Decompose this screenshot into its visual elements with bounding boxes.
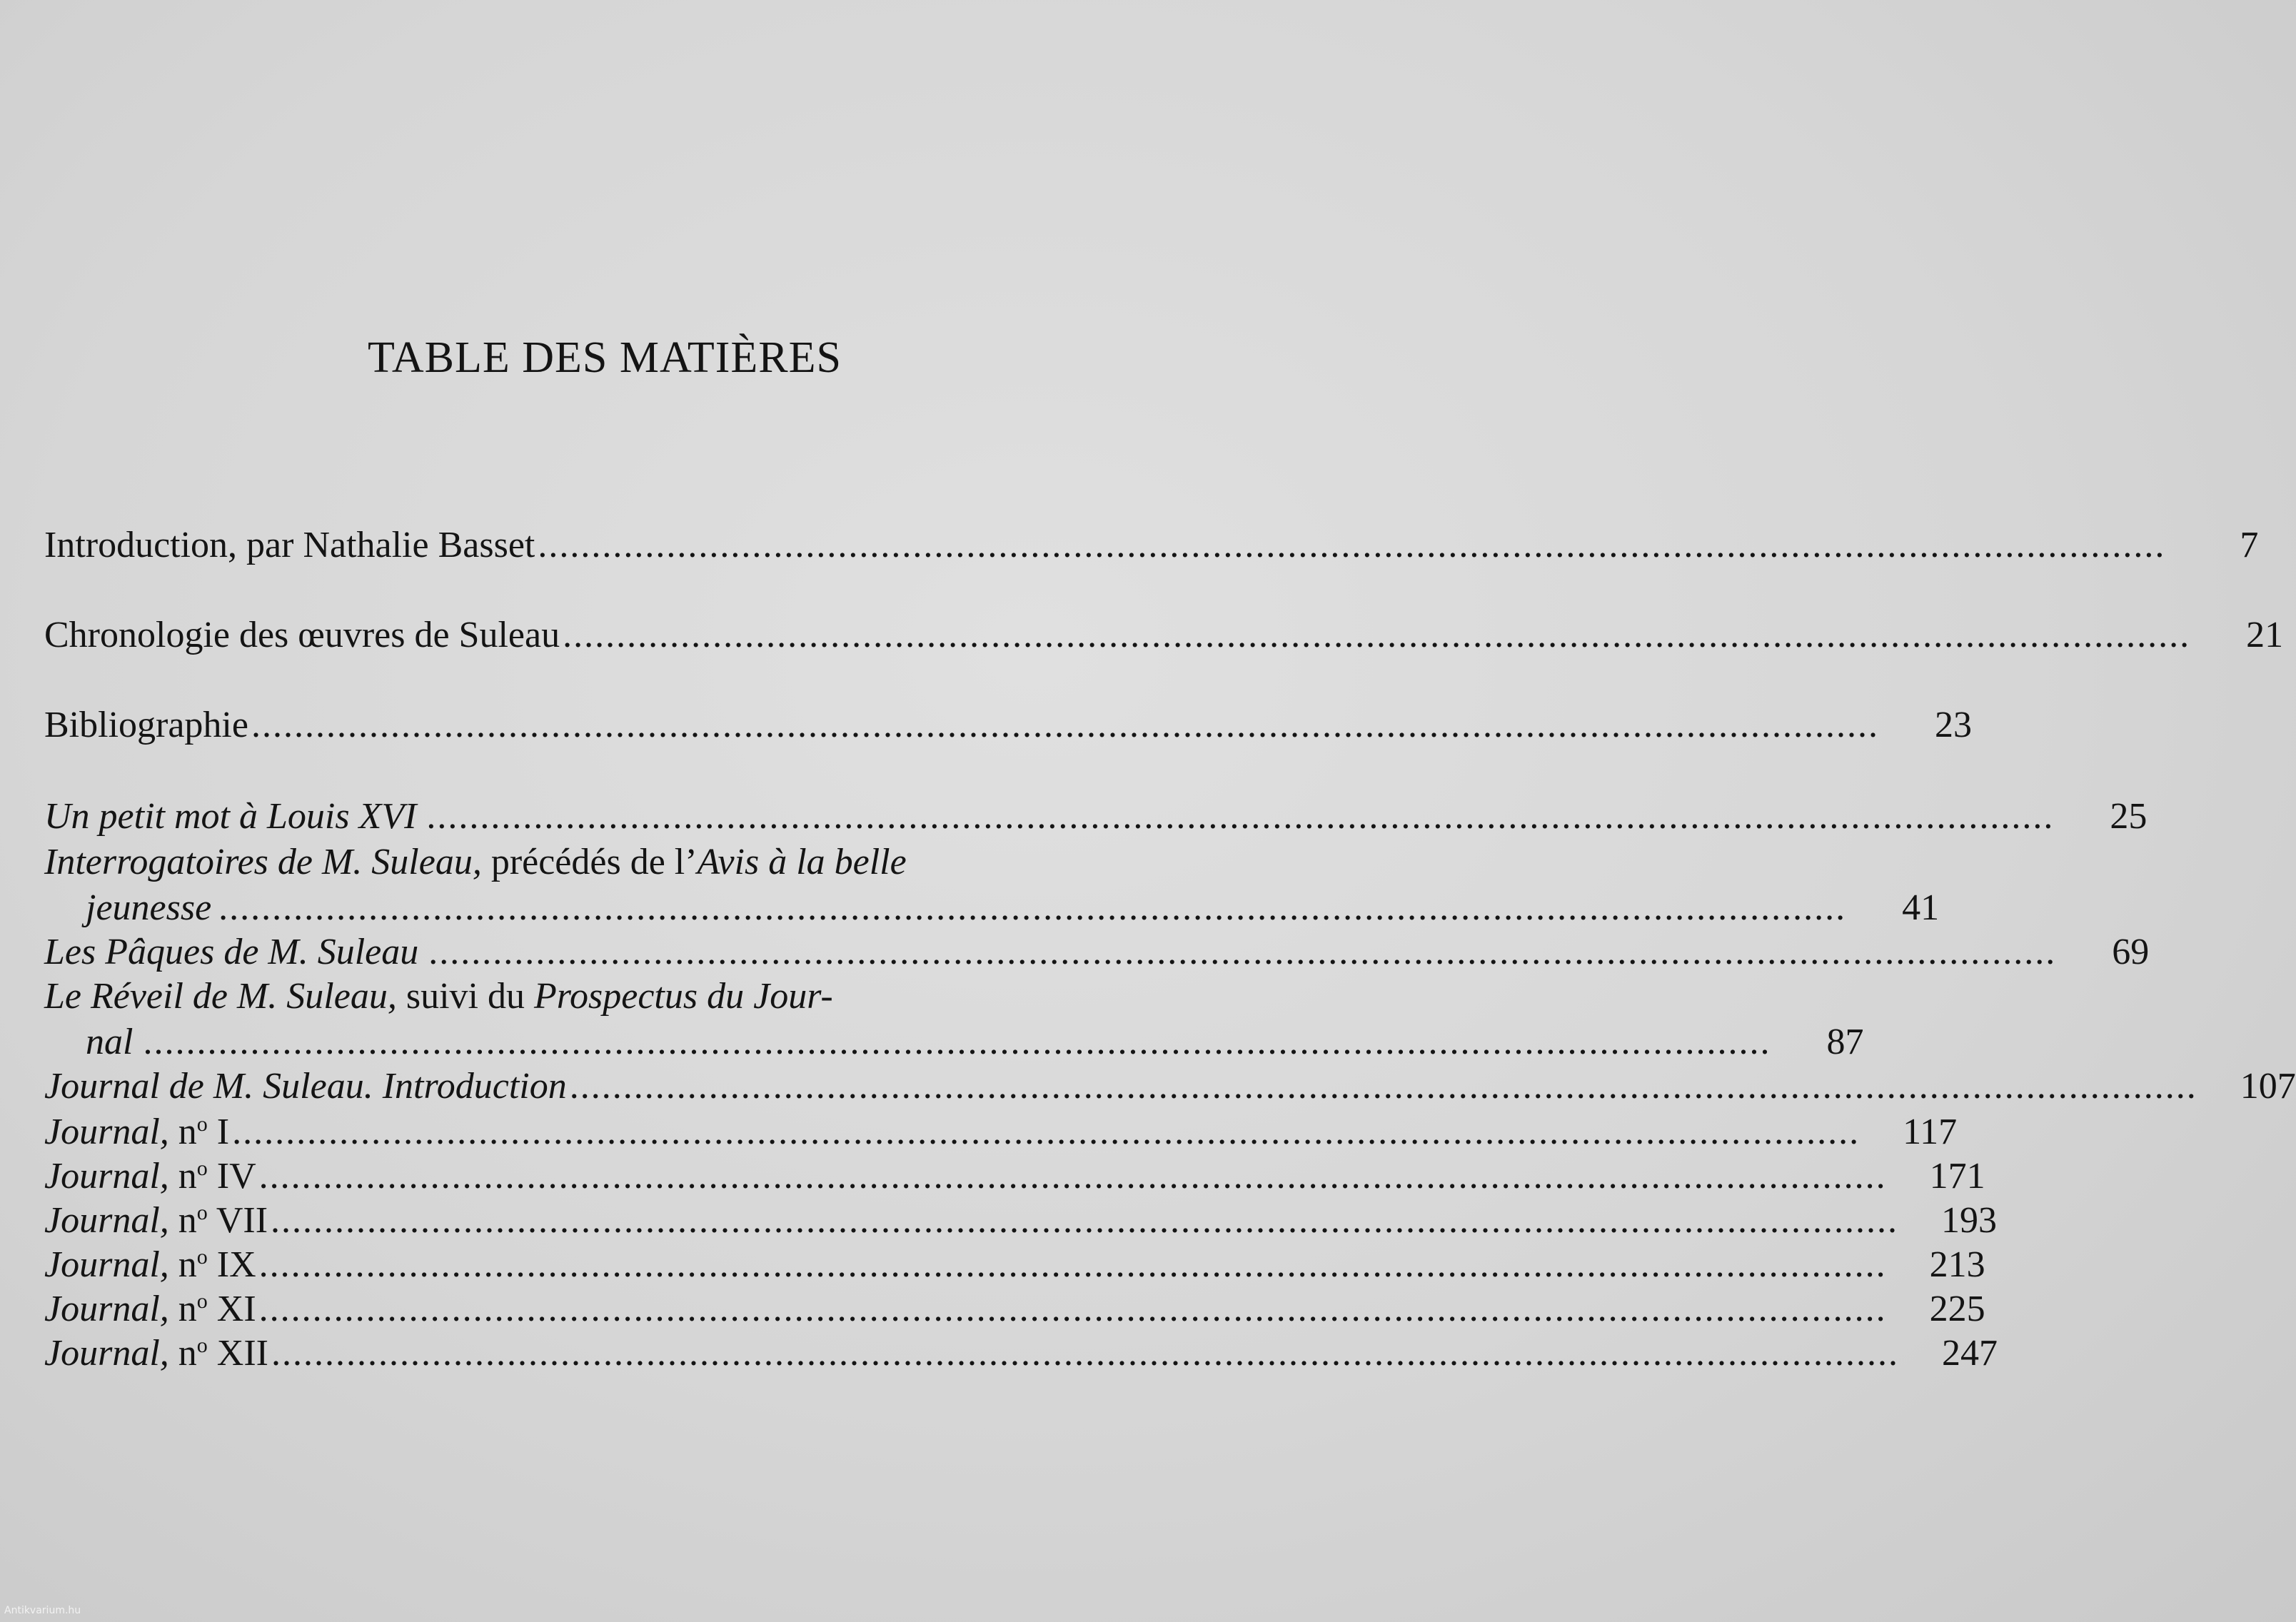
issue-prefix: n (178, 1333, 197, 1374)
toc-entry-journal-issue (44, 1112, 1958, 1152)
issue-prefix: n (178, 1112, 197, 1152)
toc-entry-journal-issue (44, 1200, 1998, 1241)
issue-number: I (216, 1112, 230, 1152)
page-number: 171 (1929, 1156, 1985, 1197)
toc-entry-label: Bibliographie (44, 705, 248, 745)
toc-entry-introduction (44, 525, 2259, 565)
toc-entry-label: Le Réveil de M. Suleau, (44, 976, 397, 1017)
issue-prefix-superscript: o (196, 1334, 208, 1357)
page-title: TABLE DES MATIÈRES (367, 333, 842, 382)
dot-leader: ........................................................................................................................................................ (428, 932, 2057, 972)
toc-entry-label: Journal, (44, 1200, 169, 1241)
watermark: Antikvarium.hu (4, 1605, 81, 1616)
toc-entry-label-connector: précédés de l’ (481, 842, 698, 882)
issue-number: XI (216, 1289, 256, 1329)
issue-prefix-superscript: o (196, 1157, 208, 1180)
toc-entry-interrogatoires (44, 842, 1940, 928)
dot-leader: ........................................................................................................................................................ (538, 525, 2166, 565)
page-number: 25 (2110, 796, 2148, 837)
toc-entry-chronologie (44, 615, 2284, 655)
dot-leader: ........................................................................................................................................................ (143, 1022, 1771, 1062)
page-number: 87 (1826, 1022, 1864, 1062)
toc-entry-reveil (44, 976, 1864, 1062)
toc-entry-label: Journal, (44, 1244, 169, 1285)
toc-entry-journal-issue (44, 1156, 1985, 1197)
toc-entry-label: Les Pâques de M. Suleau (44, 932, 419, 972)
dot-leader: ........................................................................................................................................................ (563, 615, 2191, 655)
toc-entry-paques (44, 932, 2150, 972)
dot-leader: ........................................................................................................................................................ (251, 705, 1879, 745)
toc-entry-first-line (44, 978, 1065, 1015)
issue-prefix: n (178, 1156, 197, 1197)
toc-entry-label: Chronologie des œuvres de Suleau (44, 615, 560, 655)
toc-entry-label-italic: Prospectus du Jour- (533, 976, 833, 1017)
toc-entry-label: Interrogatoires de M. Suleau, (44, 842, 482, 882)
issue-number: VII (216, 1200, 268, 1241)
issue-number: XII (216, 1333, 268, 1374)
page-number: 23 (1934, 705, 1972, 745)
toc-entry-label: Journal, (44, 1333, 169, 1374)
toc-entry-label-connector: suivi du (396, 976, 534, 1017)
dot-leader: ........................................................................................................................................................ (258, 1244, 1887, 1285)
dot-leader: ........................................................................................................................................................ (218, 887, 1847, 928)
page-number: 225 (1929, 1289, 1985, 1329)
page-number: 21 (2246, 615, 2284, 655)
issue-prefix-superscript: o (196, 1289, 208, 1313)
issue-prefix: n (178, 1200, 197, 1241)
toc-entry-label: Journal de M. Suleau. Introduction (44, 1066, 567, 1107)
dot-leader: ........................................................................................................................................................ (569, 1066, 2197, 1107)
page-number: 69 (2112, 932, 2150, 972)
toc-entry-journal-introduction (44, 1066, 2296, 1107)
dot-leader: ........................................................................................................................................................ (258, 1156, 1887, 1197)
toc-entry-bibliographie (44, 705, 1972, 745)
toc-entry-journal-issue (44, 1333, 1998, 1374)
toc-entry-label: Journal, (44, 1156, 169, 1197)
toc-entry-journal-issue (44, 1289, 1985, 1329)
issue-number: IX (216, 1244, 256, 1285)
page-number: 247 (1941, 1333, 1998, 1374)
toc-entry-label-continued: jeunesse (86, 887, 212, 928)
toc-entry-label-italic: Avis à la belle (697, 842, 907, 882)
issue-prefix-superscript: o (196, 1112, 208, 1136)
dot-leader: ........................................................................................................................................................ (271, 1333, 1899, 1374)
toc-entry-label: Journal, (44, 1112, 169, 1152)
page-number: 7 (2240, 525, 2259, 565)
page-number: 193 (1941, 1200, 1998, 1241)
dot-leader: ........................................................................................................................................................ (271, 1200, 1899, 1241)
toc-entry-petit-mot (44, 796, 2148, 837)
issue-prefix-superscript: o (196, 1201, 208, 1224)
issue-prefix: n (178, 1244, 197, 1285)
page-number: 41 (1902, 887, 1940, 928)
dot-leader: ........................................................................................................................................................ (258, 1289, 1887, 1329)
issue-number: IV (216, 1156, 256, 1197)
toc-entry-label: Introduction, par Nathalie Basset (44, 525, 535, 565)
page-number: 107 (2240, 1066, 2296, 1107)
page-number: 213 (1929, 1244, 1985, 1285)
toc-entry-label-continued: nal (86, 1022, 134, 1062)
toc-entry-journal-issue (44, 1244, 1985, 1285)
dot-leader: ........................................................................................................................................................ (232, 1112, 1861, 1152)
page-number: 117 (1903, 1112, 1958, 1152)
dot-leader: ........................................................................................................................................................ (426, 796, 2055, 837)
toc-entry-first-line (44, 844, 1065, 881)
issue-prefix-superscript: o (196, 1245, 208, 1269)
toc-entry-label: Journal, (44, 1289, 169, 1329)
toc-entry-label: Un petit mot à Louis XVI (44, 796, 417, 837)
issue-prefix: n (178, 1289, 197, 1329)
